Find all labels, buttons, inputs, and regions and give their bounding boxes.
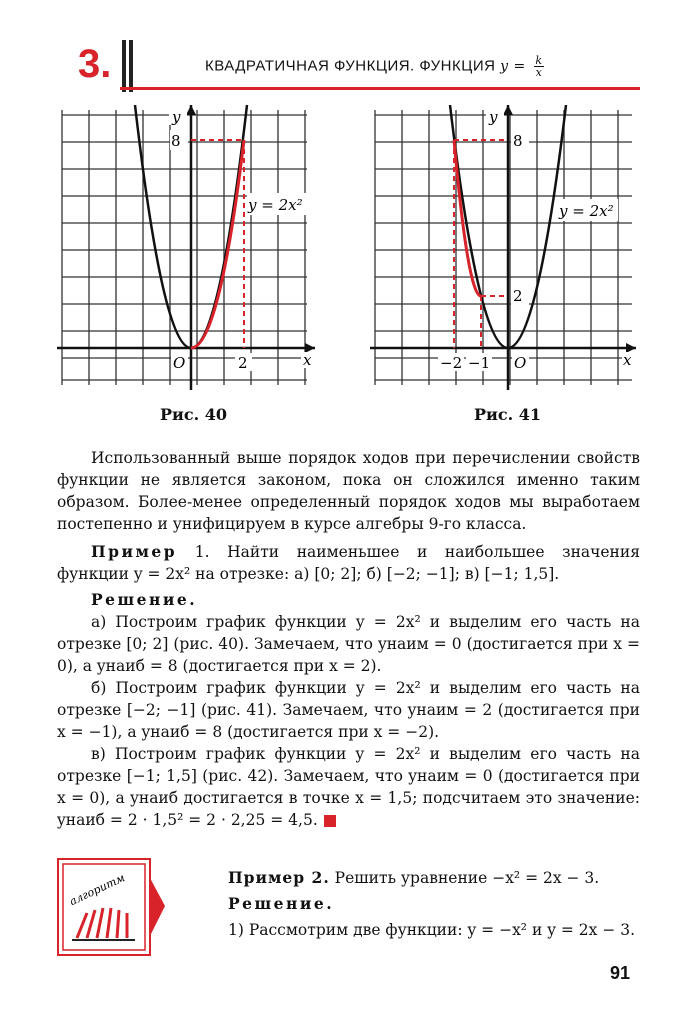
highlighted-segment: [191, 140, 244, 348]
tick-x-2: 2: [238, 354, 248, 372]
figure-41-caption: Рис. 41: [474, 405, 542, 424]
header-rule: [120, 87, 640, 90]
example2-block: [228, 865, 648, 943]
header-bar: [129, 40, 133, 92]
solution2-heading: Решение.: [228, 894, 335, 913]
origin-label: O: [514, 354, 527, 372]
grid: [375, 110, 632, 385]
chapter-title: КВАДРАТИЧНАЯ ФУНКЦИЯ. ФУНКЦИЯ y = $\frac{k}{x}$: [205, 54, 543, 79]
end-of-proof-icon: [324, 815, 336, 827]
y-axis-label: y: [172, 108, 181, 126]
figure-40-graph: [57, 105, 319, 390]
algorithm-word: алгоритм: [67, 871, 127, 909]
intro-paragraph: Использованный выше порядок ходов при перечислении свойств функции не является законом, пока он сложился именно таким образом. Более-менее определенный порядок ходов мы выработаем постепенно и унифицируем в курсе алгебры 9-го класса.: [57, 449, 640, 533]
origin-label: O: [173, 354, 186, 372]
part-a-paragraph: а) Построим график функции y = 2x² и выделим его часть на отрезке [0; 2] (рис. 40). Замечаем, что yнаим = 0 (достигается при x = 0), а yнаиб = 8 (достигается при x = 2).: [57, 613, 640, 675]
part-c-paragraph: в) Построим график функции y = 2x² и выделим его часть на отрезке [−1; 1,5] (рис. 42). Замечаем, что yнаим = 0 (достигается при x = 0), а yнаиб достигается в точке x = 1,5; подсчитаем это значение: yнаиб = 2 · 1,5² = 2 · 2,25 = 4,5.: [57, 745, 640, 829]
x-axis-label: x: [303, 351, 312, 369]
example1-paragraph: Пример 1. Найти наименьшее и наибольшее значения функции y = 2x² на отрезке: а) [0; 2]; б) [−2; −1]; в) [−1; 1,5].: [57, 542, 640, 583]
y-axis-label: y: [489, 108, 498, 126]
step1-text: 1) Рассмотрим две функции: y = −x² и y = 2x − 3.: [228, 921, 636, 939]
page-number: 91: [610, 963, 631, 983]
figure-41-graph: [370, 105, 640, 390]
x-axis-label: x: [623, 351, 632, 369]
main-text: [57, 447, 640, 831]
algorithm-marker-icon: [57, 858, 167, 958]
tick-y-8: 8: [513, 132, 523, 150]
part-b-paragraph: б) Построим график функции y = 2x² и выделим его часть на отрезке [−2; −1] (рис. 41). Замечаем, что yнаим = 2 (достигается при x = −1), а yнаиб = 8 (достигается при x = −2).: [57, 679, 640, 741]
solution-heading: Решение.: [91, 590, 198, 609]
curve-label: y = 2x²: [559, 202, 614, 220]
tick-y-2: 2: [513, 287, 523, 305]
figure-40-caption: Рис. 40: [160, 405, 228, 424]
example2-statement: Пример 2. Решить уравнение −x² = 2x − 3.: [228, 868, 600, 887]
tick-x-minus-1: −1: [468, 354, 491, 372]
curve-label: y = 2x²: [248, 196, 303, 214]
tick-y-8: 8: [171, 132, 181, 150]
tick-x-minus-2: −2: [440, 354, 463, 372]
header-bar: [122, 40, 126, 92]
chapter-number: 3.: [78, 42, 112, 86]
